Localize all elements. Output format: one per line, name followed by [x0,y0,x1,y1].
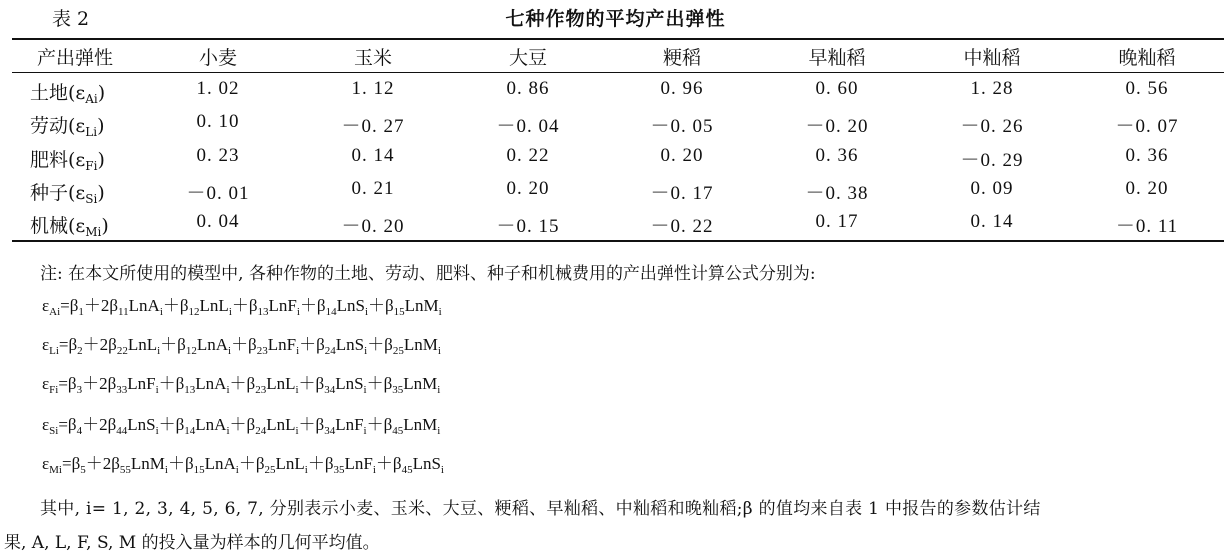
header-cell-elasticity: 产出弹性 [36,47,114,69]
table-cell: 0. 20 [506,178,550,199]
top-rule [12,38,1224,40]
explanation-line-1: 其中, i= 1, 2, 3, 4, 5, 6, 7, 分别表示小麦、玉米、大豆、粳稻、早籼稻、中籼稻和晚籼稻;β 的值均来自表 1 中报告的参数估计结 [40,499,1041,519]
row-label: 土地$(\varepsilon_{Ai})$ [30,82,106,106]
table-cell: 0. 36 [1125,145,1169,166]
table-cell: 0. 21 [351,178,395,199]
header-cell-crop: 小麦 [198,47,238,69]
table-cell: －0. 15 [496,216,560,237]
table-cell: 1. 28 [970,78,1014,99]
table-cell: －0. 04 [496,116,560,137]
table-cell: －0. 07 [1115,116,1179,137]
table-cell: －0. 27 [341,116,405,137]
table-cell: －0. 20 [805,116,869,137]
header-rule [12,72,1224,73]
header-cell-crop: 大豆 [508,47,548,69]
table-cell: －0. 11 [1115,216,1179,237]
row-label: 劳动$(\varepsilon_{Li})$ [30,115,105,139]
table-cell: 0. 09 [970,178,1014,199]
table-cell: 1. 12 [351,78,395,99]
table-cell: 0. 56 [1125,78,1169,99]
header-cell-crop: 粳稻 [662,47,702,69]
table-cell: 0. 10 [196,111,240,132]
table-title: 七种作物的平均产出弹性 [505,8,726,30]
table-cell: －0. 05 [650,116,714,137]
header-cell-crop: 中籼稻 [963,47,1021,69]
header-cell-crop: 早籼稻 [808,47,866,69]
table-cell: －0. 26 [960,116,1024,137]
table-cell: －0. 22 [650,216,714,237]
table-cell: 0. 22 [506,145,550,166]
table-cell: 1. 02 [196,78,240,99]
elasticity-formula: $\varepsilon_{Mi}=\beta_5+2\beta_{55}LnM_i+\beta_{15}LnA_i+\beta_{25}LnL_i+\beta_{35}LnF_i+\beta_{45}LnS_i$ [42,454,444,476]
elasticity-formula: $\varepsilon_{Si}=\beta_4+2\beta_{44}LnS_i+\beta_{14}LnA_i+\beta_{24}LnL_i+\beta_{34}LnF_i+\beta_{45}LnM_i$ [42,415,441,437]
row-label: 肥料$(\varepsilon_{Fi})$ [30,149,105,173]
row-label: 种子$(\varepsilon_{Si})$ [30,182,105,206]
table-cell: －0. 29 [960,150,1024,171]
table-cell: －0. 20 [341,216,405,237]
elasticity-formula: $\varepsilon_{Fi}=\beta_3+2\beta_{33}LnF_i+\beta_{13}LnA_i+\beta_{23}LnL_i+\beta_{34}LnS_i+\beta_{35}LnM_i$ [42,374,441,396]
explanation-line-2: 果, A, L, F, S, M 的投入量为样本的几何平均值。 [4,533,380,553]
table-cell: 0. 14 [970,211,1014,232]
table-label: 表 2 [52,8,90,30]
header-cell-crop: 玉米 [353,47,393,69]
table-cell: 0. 20 [1125,178,1169,199]
table-note: 注: 在本文所使用的模型中, 各种作物的土地、劳动、肥料、种子和机械费用的产出弹性计算公式分别为: [40,264,816,284]
table-cell: 0. 36 [815,145,859,166]
table-cell: 0. 96 [660,78,704,99]
header-cell-crop: 晚籼稻 [1118,47,1176,69]
table-cell: 0. 20 [660,145,704,166]
table-cell: 0. 23 [196,145,240,166]
table-cell: 0. 60 [815,78,859,99]
table-cell: 0. 04 [196,211,240,232]
elasticity-formula: $\varepsilon_{Ai}=\beta_1+2\beta_{11}LnA_i+\beta_{12}LnL_i+\beta_{13}LnF_i+\beta_{14}LnS_i+\beta_{15}LnM_i$ [42,296,442,318]
table-cell: －0. 01 [186,183,250,204]
elasticity-formula: $\varepsilon_{Li}=\beta_2+2\beta_{22}LnL_i+\beta_{12}LnA_i+\beta_{23}LnF_i+\beta_{24}LnS_i+\beta_{25}LnM_i$ [42,335,441,357]
table-cell: 0. 14 [351,145,395,166]
bottom-rule [12,240,1224,242]
table-cell: －0. 17 [650,183,714,204]
row-label: 机械$(\varepsilon_{Mi})$ [30,215,109,239]
table-cell: 0. 17 [815,211,859,232]
table-cell: 0. 86 [506,78,550,99]
table-cell: －0. 38 [805,183,869,204]
